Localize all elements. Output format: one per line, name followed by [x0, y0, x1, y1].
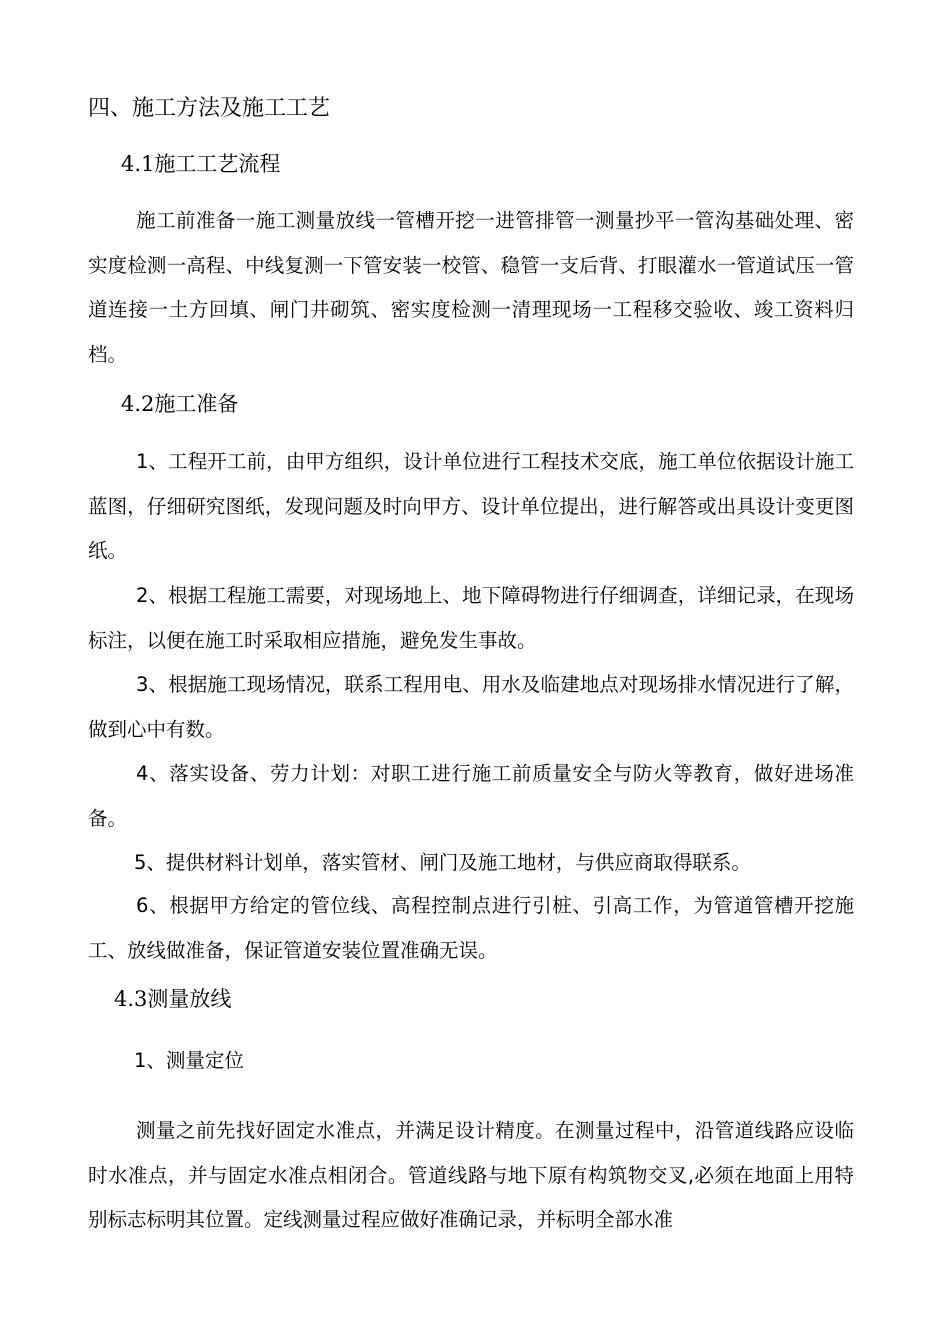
list-item-4: 4、落实设备、劳力计划：对职工进行施工前质量安全与防火等教育，做好进场准备。: [88, 762, 854, 830]
heading-number: 4.2: [121, 392, 155, 416]
paragraph-survey: 测量之前先找好固定水准点，并满足设计精度。在测量过程中，沿管道线路应设临时水准点，并与固定水准点相闭合。管道线路与地下原有构筑物交叉,必须在地面上用特别标志标明其位置。定线测量过程应做好准确记录，并标明全部水准: [88, 1119, 854, 1232]
list-item-5: 5、提供材料计划单，落实管材、闸门及施工地材，与供应商取得联系。: [134, 851, 751, 874]
list-item-6: 6、根据甲方给定的管位线、高程控制点进行引桩、引高工作，为管道管槽开挖施工、放线做准备，保证管道安装位置准确无误。: [88, 894, 854, 962]
heading-number: 4.1: [121, 152, 155, 176]
heading-text: 测量放线: [147, 987, 232, 1011]
paragraph-process-flow: 施工前准备一施工测量放线一管槽开挖一进管排管一测量抄平一管沟基础处理、密实度检测一高程、中线复测一下管安装一校管、稳管一支后背、打眼灌水一管道试压一管道连接一土方回填、闸门井砌筑、密实度检测一清理现场一工程移交验收、竣工资料归档。: [88, 209, 854, 367]
list-item-2: 2、根据工程施工需要，对现场地上、地下障碍物进行仔细调查，详细记录，在现场标注，以便在施工时采取相应措施，避免发生事故。: [88, 584, 854, 652]
heading-text: 施工准备: [154, 392, 239, 416]
subheading-survey-positioning: 1、测量定位: [134, 1049, 244, 1072]
heading-4-3: [114, 984, 231, 1014]
list-item-1: 1、工程开工前，由甲方组织，设计单位进行工程技术交底，施工单位依据设计施工蓝图，仔细研究图纸，发现问题及时向甲方、设计单位提出，进行解答或出具设计变更图纸。: [88, 450, 854, 563]
heading-4-2: [121, 389, 238, 419]
section-title: 四、施工方法及施工工艺: [88, 96, 331, 121]
heading-text: 施工工艺流程: [154, 152, 281, 176]
heading-number: 4.3: [114, 987, 148, 1011]
heading-4-1: [121, 149, 280, 179]
list-item-3: 3、根据施工现场情况，联系工程用电、用水及临建地点对现场排水情况进行了解，做到心中有数。: [88, 673, 854, 741]
